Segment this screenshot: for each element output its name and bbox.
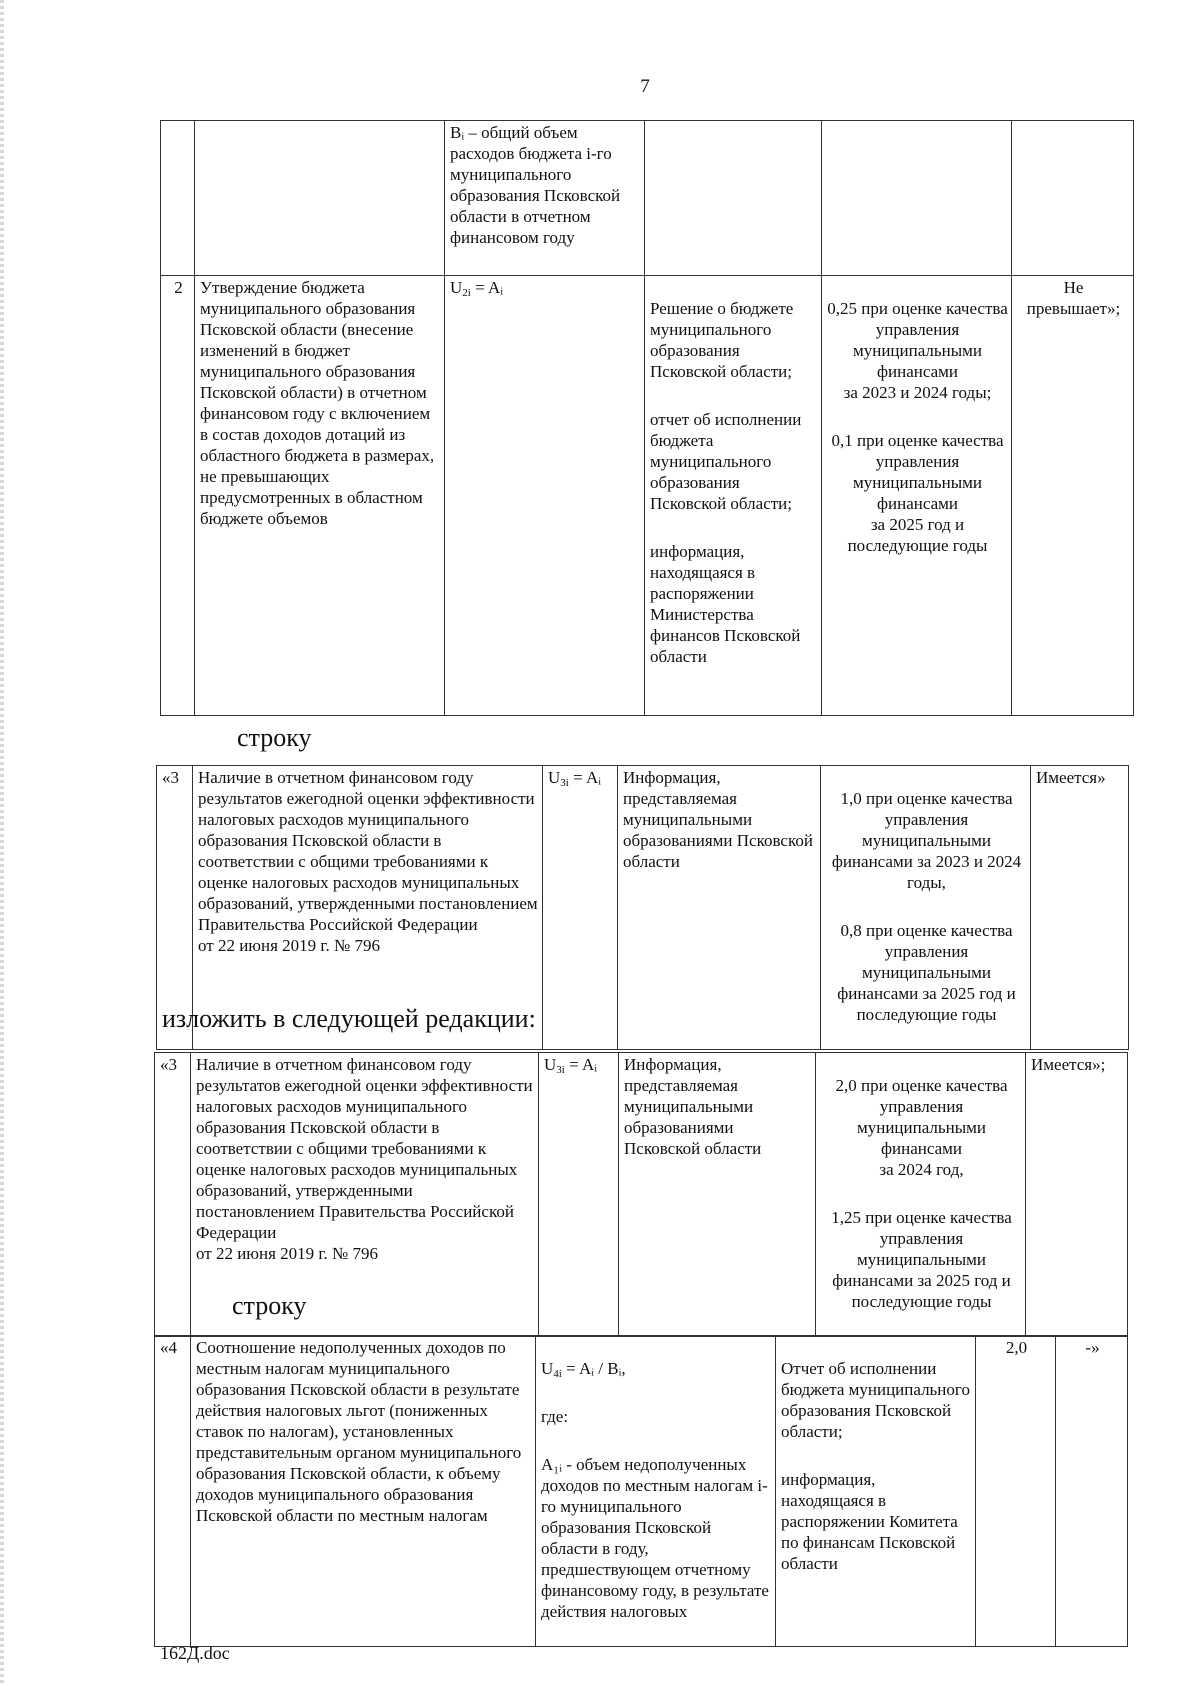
value-cell: Не превышает»;	[1012, 276, 1134, 716]
indicator-cell: Соотношение недополученных доходов по местным налогам муниципального образования Псковской области в результате действия налоговых льгот (пониженных ставок по налогам), установленных представительным органом муниципального образования Псковской области, к объему доходов муниципального образования Псковской области по местным налогам	[191, 1336, 536, 1647]
page-number: 7	[640, 76, 650, 97]
source-cell: Отчет об исполнении бюджета муниципального образования Псковской области; информация, находящаяся в распоряжении Комитета по финансам Псковской области	[776, 1336, 976, 1647]
heading-new-edition: изложить в следующей редакции:	[162, 1004, 536, 1033]
row-number: «4	[155, 1336, 191, 1647]
indicator-cell: Наличие в отчетном финансовом году результатов ежегодной оценки эффективности налоговых расходов муниципального образования Псковской области в соответствии с общими требованиями к оценке налоговых расходов муниципальных образований, утвержденными постановлением Правительства Российской Федерации от 22 июня 2019 г. № 796	[193, 766, 543, 1050]
formula-cell: Bᵢ – общий объем расходов бюджета i-го муниципального образования Псковской области в отчетном финансовом году	[445, 121, 645, 276]
footer-filename: 162Д.doc	[160, 1643, 230, 1663]
table-1	[160, 120, 1134, 716]
weight-cell: 1,0 при оценке качества управления муниципальными финансами за 2023 и 2024 годы, 0,8 при оценке качества управления муниципальными финансами за 2025 год и последующие годы	[821, 766, 1031, 1050]
row-number: «3	[155, 1053, 191, 1337]
formula-cell: $U_{3i}$ = Aᵢ	[539, 1053, 619, 1337]
row-number: «3	[157, 766, 193, 1050]
formula-cell: $U_{3i}$ = Aᵢ	[543, 766, 618, 1050]
indicator-cell: Утверждение бюджета муниципального образования Псковской области (внесение изменений в бюджет муниципального образования Псковской области) в отчетном финансовом году с включением в состав доходов дотаций из областного бюджета в размерах, не превышающих предусмотренных в областном бюджете объемов	[195, 276, 445, 716]
row-number: 2	[161, 276, 195, 716]
value-cell: Имеется»	[1031, 766, 1129, 1050]
weight-cell: 0,25 при оценке качества управления муниципальными финансами за 2023 и 2024 годы; 0,1 при оценке качества управления муниципальными финансами за 2025 год и последующие годы	[822, 276, 1012, 716]
heading-stroku: строку	[232, 1291, 307, 1320]
source-cell: Информация, представляемая муниципальными образованиями Псковской области	[618, 766, 821, 1050]
source-cell: Информация, представляемая муниципальными образованиями Псковской области	[619, 1053, 816, 1337]
table-row	[155, 1336, 1128, 1647]
weight-cell: 2,0 при оценке качества управления муниципальными финансами за 2024 год, 1,25 при оценке качества управления муниципальными финансами за 2025 год и последующие годы	[816, 1053, 1026, 1337]
table-4	[154, 1335, 1128, 1647]
indicator-cell: Наличие в отчетном финансовом году результатов ежегодной оценки эффективности налоговых расходов муниципального образования Псковской области в соответствии с общими требованиями к оценке налоговых расходов муниципальных образований, утвержденными постановлением Правительства Российской Федерации от 22 июня 2019 г. № 796	[191, 1053, 539, 1337]
table-row	[161, 121, 1134, 276]
source-cell: Решение о бюджете муниципального образования Псковской области; отчет об исполнении бюджета муниципального образования Псковской области; информация, находящаяся в распоряжении Министерства финансов Псковской области	[645, 276, 822, 716]
table-row	[161, 276, 1134, 716]
weight-cell: 2,0	[976, 1336, 1056, 1647]
formula-cell: $U_{2i}$ = Aᵢ	[445, 276, 645, 716]
heading-stroku: строку	[237, 723, 312, 752]
scan-edge	[0, 0, 4, 1686]
value-cell: Имеется»;	[1026, 1053, 1128, 1337]
formula-cell: $U_{4i}$ = Aᵢ / Bᵢ, где: A₁ᵢ - объем недополученных доходов по местным налогам i-го муниципального образования Псковской области в году, предшествующем отчетному финансовому году, в результате действия налоговых	[536, 1336, 776, 1647]
value-cell: -»	[1056, 1336, 1128, 1647]
